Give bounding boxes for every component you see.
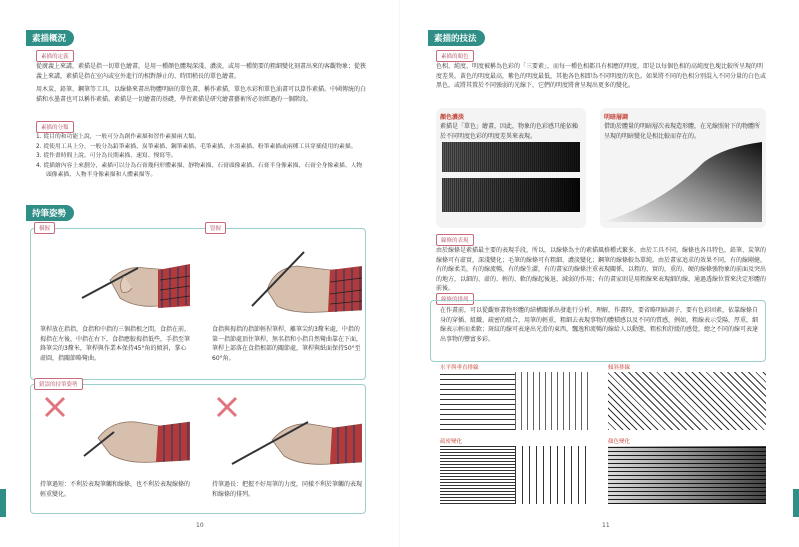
line-expression-text: 由於線條是素描最主要的表現手段，所以，以線條為主的素描風格種式繁多，由於工具不同，線條也各具特色，鉛筆、炭筆的線條可有虛實，深淺變化；毛筆的線條可有粗細、濃淡變化；鋼筆的線條較為單純。由於畫家追求的效果不同，有的線剛健，有的線柔美，有的線流暢，有的線生澀，有的畫家的線條注重表現關係，以粗的、實的，重的、硬的線條強物象的前面及突出的地方，以細的、虛的、輕的、軟的線起後退、減弱的作用；有的畫家則是用粗線來表現細的線，通過透線位置來決定形體的前後。 — [436, 247, 767, 292]
posture-tag-horizontal: 橫握 — [34, 222, 55, 234]
wrong-x-icon — [46, 398, 64, 416]
tone-swatch-light — [442, 142, 580, 172]
classification-item: 1. 從目的和功能上說，一般可分為創作素描和習作素描兩大類。 — [36, 134, 200, 140]
hand-pencil-illustration — [212, 240, 362, 320]
section-title-pen-posture: 持筆姿勢 — [26, 205, 74, 221]
line-arrangement-tag: 線條的排列 — [436, 293, 474, 305]
section-title-sketch-technique: 素描的技法 — [428, 30, 485, 46]
classification-item: 2. 從使用工具上分，一般分為鉛筆素描、炭筆素描、鋼筆素描、毛筆素描、水墨素描、粉筆素描或兩種工具穿插使用的素描。 — [36, 143, 357, 150]
value-text: 借助於體量的明暗層次表現造形體，在光線照射下的物體所呈現的明暗變化是相比較而存在的。 — [604, 123, 761, 140]
classification-list — [36, 133, 366, 181]
left-page — [0, 0, 399, 547]
posture-text-vertical: 食指與拇指的指節輕捏筆桿，離筆尖約3釐米處，中指的第一指節處頂住筆桿，無名指和小指自然彎曲靠在下面，筆桿上部落在食指根部的關節處，筆桿與紙面保持50°至60°角。 — [212, 326, 363, 362]
color-text: 色相、純度、明度被稱為色彩的「三要素」，而每一種色相都具有相應的明度，即是以每個色相的高純度色塊比較所呈現的明度差異，黃色的明度最高，紫色的明度最低，其他各色相即為不同明度的灰色。如果將不同的色相分別混入不同分量的白色或黑色，或將其置於不同強弱的光線下，它們的明度將會呈現出更多的變化。 — [436, 63, 767, 89]
value-scale-sketch — [604, 142, 762, 222]
tone-text: 素描是「單色」繪畫，因此，物象的色彩感只能依賴於不同明度色彩的明度差異來表現。 — [440, 123, 579, 140]
wrong-posture-illustration-long — [212, 392, 362, 474]
hatch-label-diagonal: 傾斜排線 — [608, 365, 631, 371]
wrong-text-short: 持筆過短：不利於表現筆觸和線條，也不利於表現線條的輕重變化。 — [40, 481, 191, 498]
line-arrangement-text: 在作畫前，可以從觀察畫物形體的結構關係出發進行分析，理解，作畫時，要省略明暗調子，要有色彩固素，依靠線條自身的穿插、組織、疏密的組合，用筆的輕重，粗細去表現事物的體積感以及不同的質感，例如，粗線表示受陽，厚重，細線表示輕而柔軟；斑紋的線可表達出光滑的東西，飄逸和流暢的線給人以動態，粗松和舒緩的感覺，總之不同的線可表達出事物的豐富多彩。 — [440, 307, 759, 343]
tone-title: 顏色濃淡 — [440, 114, 465, 121]
classification-tag: 素描的分類 — [36, 121, 74, 133]
wrong-text-long: 持筆過長：把握不好用筆的力度，同樣不利於筆觸的表現和線條的排列。 — [212, 481, 363, 498]
wrong-posture-tag: 錯誤的持筆姿勢 — [34, 378, 83, 390]
hatch-label-horizontal-vertical: 水平與垂直排線 — [440, 365, 479, 371]
wrong-posture-illustration-short — [40, 392, 190, 474]
hatch-label-color: 顏色變化 — [608, 439, 631, 445]
definition-text-1: 從廣義上來講，素描是指一切單色繪畫，是用一種顏色體現深淺、濃淡，或用一種簡要的粗細變化刻畫出來的客觀物象；從狹義上來講，素描是指在室內或室外進行的相對靜止的、時間稍長的單色繪畫。 — [36, 63, 367, 80]
line-expression-tag: 線條的表現 — [436, 234, 474, 246]
hand-pencil-illustration — [40, 240, 190, 320]
right-page — [400, 0, 799, 547]
value-title: 明暗層調 — [604, 114, 629, 121]
wrong-x-icon — [218, 398, 236, 416]
classification-item: 3. 從作畫時間上說，可分為長期素描、速寫、慢寫等。 — [36, 153, 177, 159]
posture-tag-vertical: 豎握 — [205, 222, 226, 234]
classification-item: 4. 從描繪內容上來劃分，素描可以分為石膏幾何形體素描、靜物素描、石膏頭像素描、石膏半身像素描、石膏全身像素描、人物頭像素描、人物半身像素描和人體素描等。 — [36, 162, 363, 178]
hatch-sample-horizontal-vertical — [440, 372, 590, 430]
hatch-sample-density — [440, 446, 590, 504]
hatch-sample-diagonal — [608, 372, 766, 430]
page-number-right: 11 — [602, 522, 610, 529]
definition-text-2: 用木炭、鉛筆、鋼筆等工具，以線條來畫出物體明暗的單色畫，稱作素描，單色水彩和單色油畫可以算作素描。中國傳統的白描和水墨畫也可以稱作素描。素描是一切繪畫的基礎，學習素描是研究繪畫藝術所必須經過的一個階段。 — [36, 86, 367, 103]
section-title-sketch-overview: 素描概況 — [26, 30, 74, 46]
definition-tag: 素描的定義 — [36, 50, 74, 62]
color-tag: 素描的顏色 — [436, 50, 474, 62]
tone-swatch-dark — [442, 178, 580, 212]
page-number-left: 10 — [196, 522, 204, 529]
hatch-label-density: 疏密變化 — [440, 439, 463, 445]
page-edge-bar — [793, 489, 799, 517]
hatch-sample-color — [608, 446, 766, 504]
posture-text-horizontal: 筆桿放在指指，食指和中指的三個指根之間，食指在前，拇指在左後，中指在右下，食指應較拇指低些，手指至筆鋒筆尖的3釐米，筆桿與作業本保持45°角的傾斜，掌心虛圓，指關節略彎曲。 — [40, 326, 191, 362]
page-edge-bar — [0, 489, 6, 517]
